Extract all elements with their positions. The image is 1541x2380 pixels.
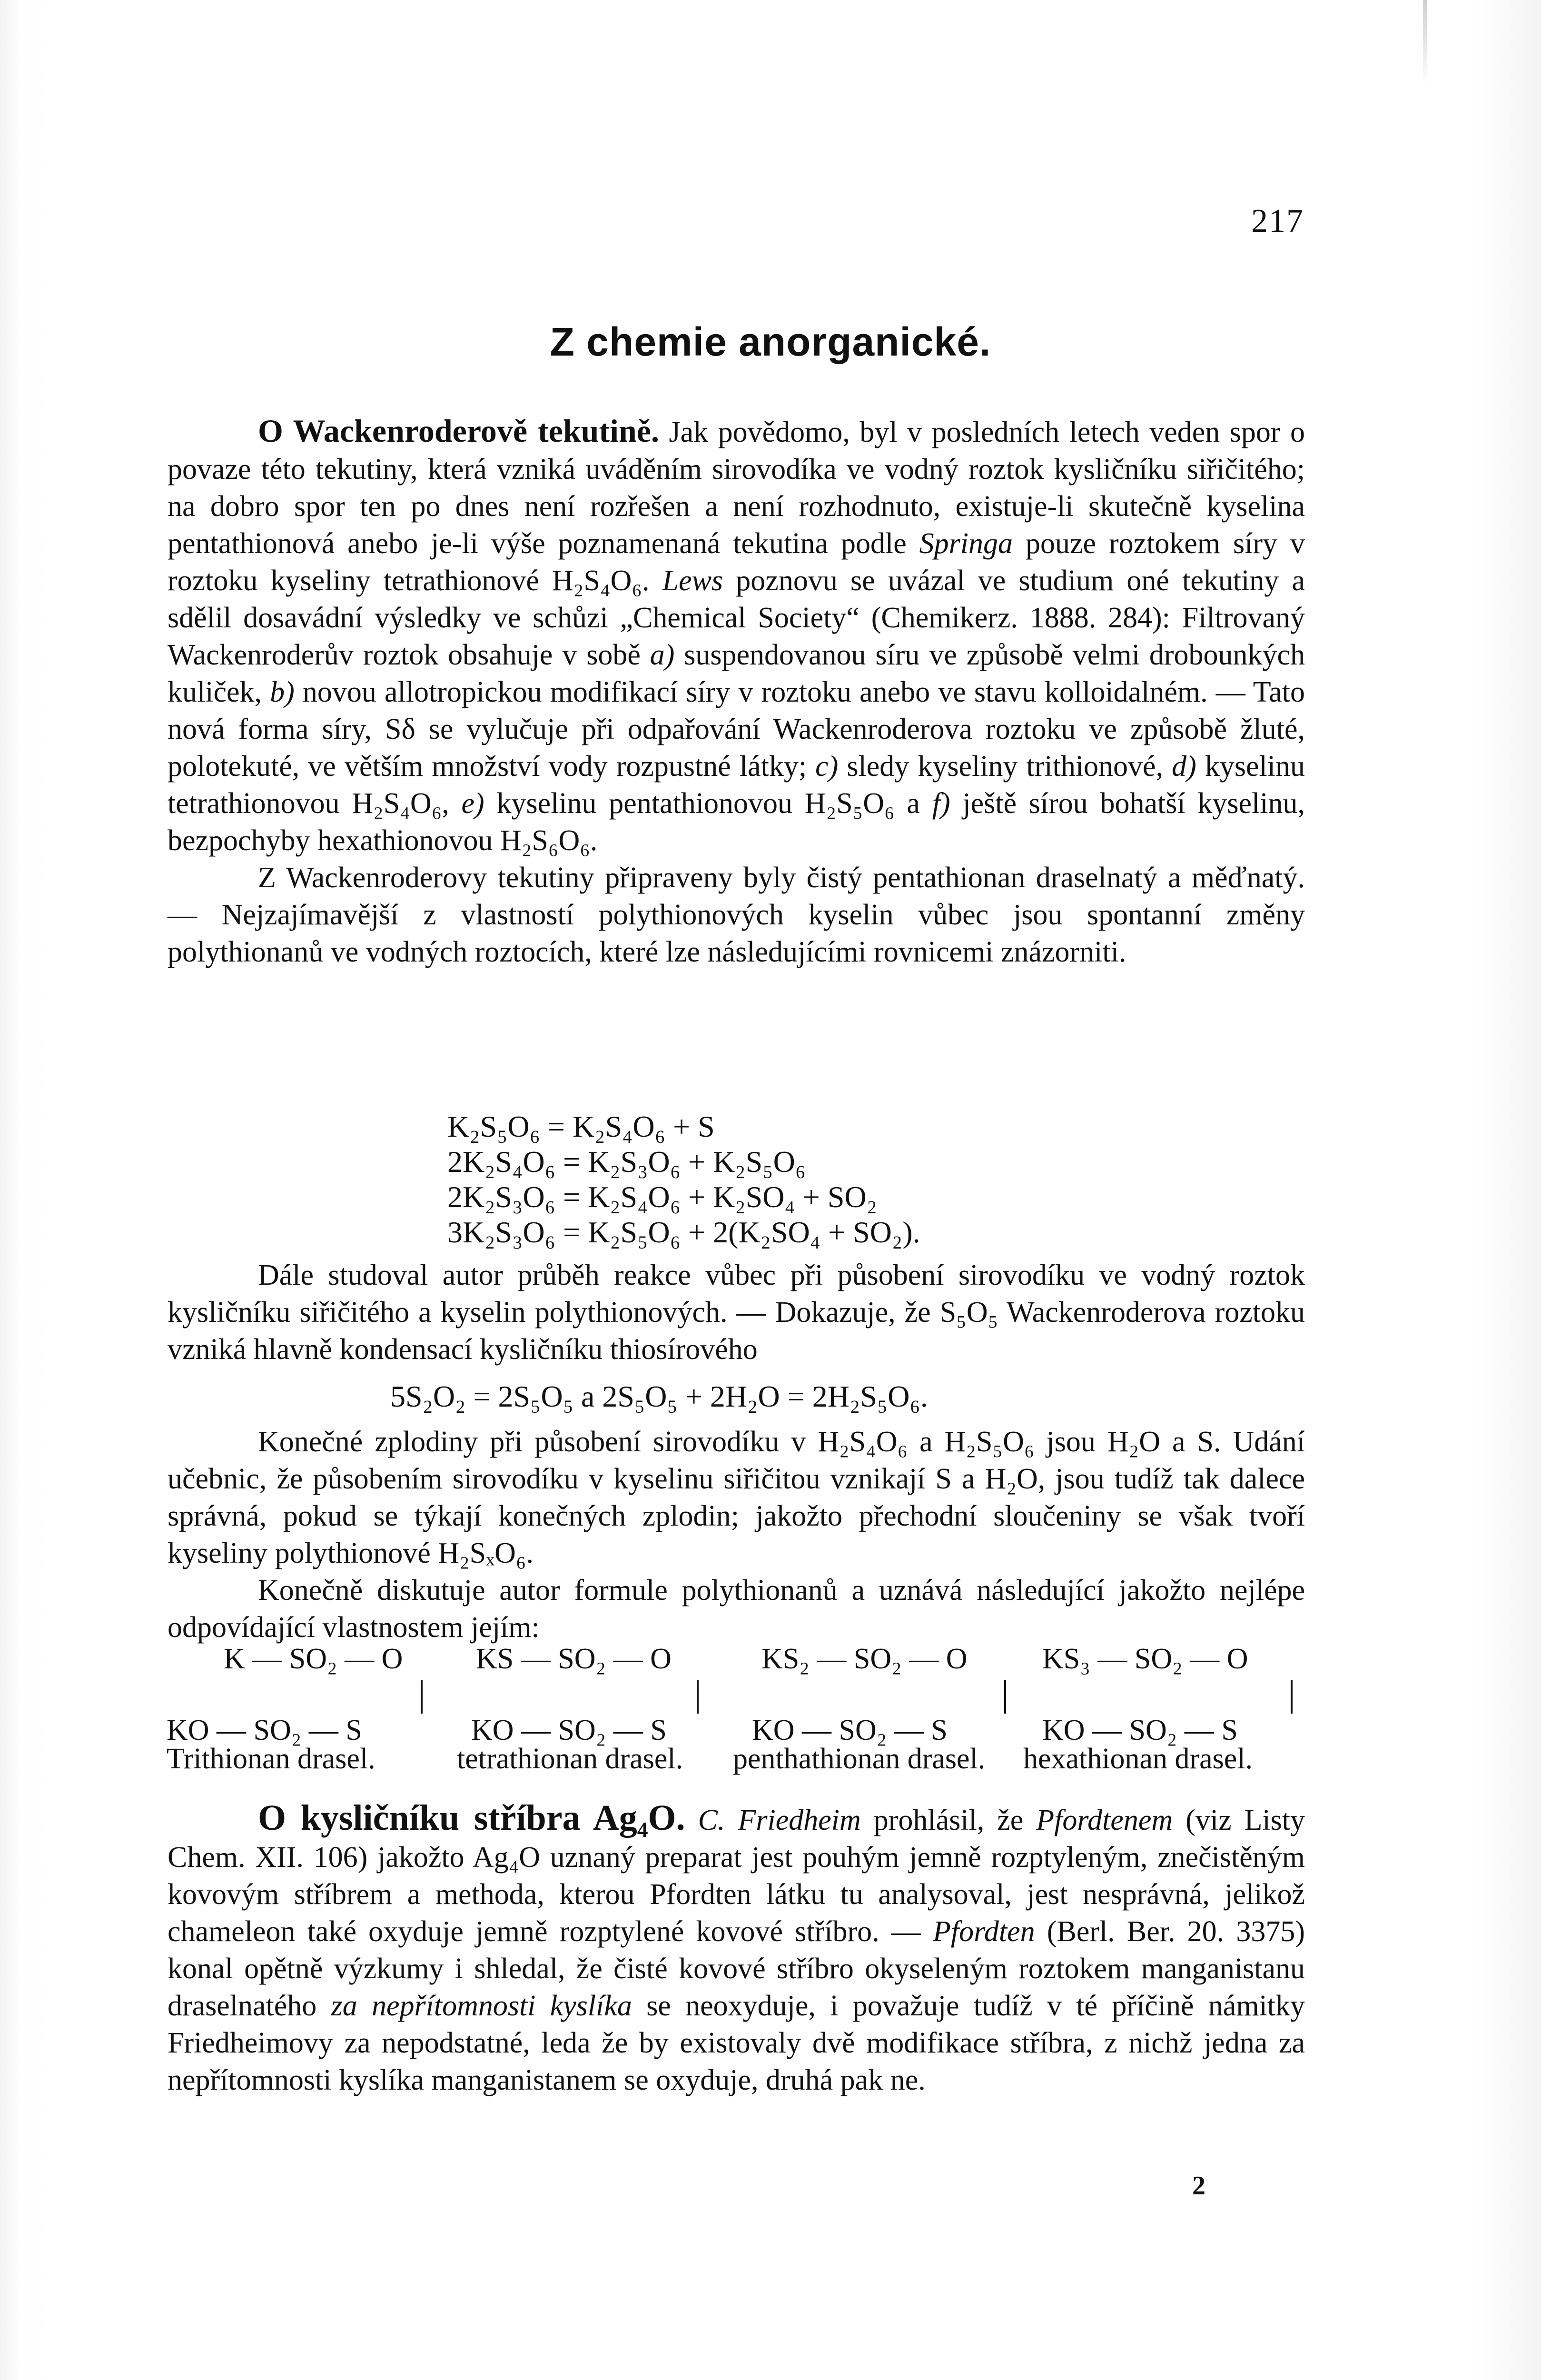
article1-paragraph2: Z Wackenroderovy tekutiny připraveny byly čistý pentathionan draselnatý a měďnatý. — Nejzajímavější z vlastností polythionových kyselin vůbec jsou spontanní změny polythionanů ve vodných roztocích, které lze následujícími rovnicemi znázorniti. (168, 862, 1305, 968)
structure-top: K — SO₂ — O (224, 1643, 403, 1675)
article2-text1: prohlásil, že (860, 1804, 1037, 1836)
article1-body-final (168, 1423, 1305, 1646)
item-c-text: sledy kyseliny trithionové, (838, 750, 1172, 783)
structure-top: KS — SO₂ — O (476, 1643, 672, 1675)
author-friedheim: C. Friedheim (698, 1804, 861, 1836)
structure-hexathionan (1023, 1642, 1318, 1785)
article1-intro: Jak povědomo, byl v posledních letech veden spor o povaze této tekutiny, která vzniká uváděním sirovodíka ve vodný roztok kysličníku siřičitého; na dobro spor ten po dnes není rozřešen a není rozhodnuto, existuje-li skutečně kyselina pentathionová anebo je-li výše poznamenaná tekutina podle (168, 416, 1305, 560)
equation-1: K₂S₅O₆ = K₂S₄O₆ + S (447, 1110, 715, 1143)
structure-top: KS₂ — SO₂ — O (761, 1643, 968, 1675)
item-b-text: novou allotropickou modifikací síry v roztoku anebo ve stavu kolloidalném. — Tato nová forma síry, Sδ se vylučuje při odpařování Wackenroderova roztoku ve způsobě žluté, polotekuté, ve větším množství vody rozpustné látky; (168, 676, 1305, 783)
author-pfordten: Pfordten (932, 1915, 1035, 1948)
item-a-text: suspendovanou síru ve způsobě velmi drobounkých kuliček, (168, 639, 1305, 708)
scan-edge-shadow (1423, 0, 1427, 86)
article1-body (168, 412, 1305, 971)
article1-heading: O Wackenroderově tekutině. (258, 413, 659, 449)
article1-paragraph1 (168, 412, 1305, 859)
structure-bottom: KO — SO₂ — S (167, 1714, 362, 1746)
article2-paragraph (168, 1799, 1305, 2099)
item-f-label: f) (932, 787, 950, 820)
equation-4: 3K₂S₃O₆ = K₂S₅O₆ + 2(K₂SO₄ + SO₂). (447, 1215, 920, 1249)
structure-label: hexathionan drasel. (1023, 1743, 1253, 1775)
article2-text4: se neoxyduje, i považuje tudíž v té příčině námitky Friedheimovy za nepodstatné, leda že by existovaly dvě modifikace stříbra, z nichž jedna za nepřítomnosti kyslíka manganistanem se oxyduje, druhá pak ne. (168, 1990, 1305, 2096)
structure-label: penthathionan drasel. (733, 1743, 986, 1775)
article2-emphasis: za nepřítomnosti kyslíka (331, 1990, 632, 2022)
structure-bottom: KO — SO₂ — S (471, 1714, 667, 1746)
item-d-text: kyselinu tetrathionovou H₂S₄O₆, (168, 750, 1305, 820)
item-e-label: e) (461, 787, 484, 820)
structure-trithionan (167, 1642, 452, 1785)
structure-bottom: KO — SO₂ — S (752, 1714, 948, 1746)
item-c-label: c) (815, 750, 839, 783)
article1-paragraph5: Konečně diskutuje autor formule polythionanů a uznává následující jakožto nejlépe odpovídající vlastnostem jejím: (168, 1574, 1305, 1644)
structural-formulas (167, 1642, 1309, 1785)
article1-paragraph3: Dále studoval autor průběh reakce vůbec při působení sirovodíku ve vodný roztok kysličníku siřičitého a kyselin polythionových. — Dokazuje, že S₅O₅ Wackenroderova roztoku vzniká hlavně kondensací kysličníku thiosírového (168, 1259, 1305, 1366)
article2-body (168, 1799, 1305, 2099)
article2-text2: (viz Listy Chem. XII. 106) jakožto Ag₄O uznaný preparat jest pouhým jemně rozptyleným, znečistěným kovovým stříbrem a methoda, kterou Pfordten látku tu analysoval, jest nesprávná, jelikož chameleon také oxyduje jemně rozptylené kovové stříbro. — (168, 1804, 1305, 1948)
equation-5: 5S₂O₂ = 2S₅O₅ a 2S₅O₅ + 2H₂O = 2H₂S₅O₆. (390, 1379, 928, 1413)
author-springa: Springa (919, 527, 1013, 560)
item-a-label: a) (650, 639, 675, 671)
structure-tetrathionan (457, 1642, 757, 1785)
page-number: 217 (1251, 203, 1304, 239)
item-d-label: d) (1172, 750, 1196, 783)
structure-label: Trithionan drasel. (167, 1743, 375, 1775)
bond-line (1004, 1680, 1006, 1714)
author-pfordtenem: Pfordtenem (1036, 1804, 1173, 1836)
article2-heading: O kysličníku stříbra Ag₄O. (258, 1798, 685, 1838)
item-e-text: kyselinu pentathionovou H₂S₅O₆ a (484, 787, 932, 820)
structure-bottom: KO — SO₂ — S (1042, 1714, 1238, 1746)
bond-line (421, 1680, 423, 1714)
article1-mid-text: poznovu se uvázal ve studium oné tekutiny a sdělil dosavádní výsledky ve schůzi „Chemical Society“ (Chemikerz. 1888. 284): Filtrovaný Wackenroderův roztok obsahuje v sobě (168, 565, 1305, 671)
structure-pentathionan (733, 1642, 1037, 1785)
equation-3: 2K₂S₃O₆ = K₂S₄O₆ + K₂SO₄ + SO₂ (447, 1180, 877, 1214)
bond-line (697, 1680, 699, 1714)
structure-top: KS₃ — SO₂ — O (1042, 1643, 1248, 1675)
structure-label: tetrathionan drasel. (457, 1743, 683, 1775)
section-title: Z chemie anorganické. (550, 319, 991, 364)
equations-block (447, 1109, 1209, 1250)
author-lews: Lews (662, 565, 723, 597)
signature-mark: 2 (1192, 2171, 1205, 2201)
article1-body-continued (168, 1257, 1305, 1368)
item-b-label: b) (270, 676, 295, 708)
item-f-text: ještě sírou bohatší kyselinu, bezpochyby hexathionovou H₂S₆O₆. (168, 787, 1305, 857)
equation-2: 2K₂S₄O₆ = K₂S₃O₆ + K₂S₅O₆ (447, 1145, 806, 1179)
article2-text3: (Berl. Ber. 20. 3375) konal opětně výzkumy i shledal, že čisté kovové stříbro okyseleným roztokem manganistanu draselnatého (168, 1915, 1305, 2022)
article1-paragraph4: Konečné zplodiny při působení sirovodíku v H₂S₄O₆ a H₂S₅O₆ jsou H₂O a S. Udání učebnic, že působením sirovodíku v kyselinu siřičitou vznikají S a H₂O, jsou tudíž tak dalece správná, pokud se týkají konečných zplodin; jakožto přechodní sloučeniny se však tvoří kyseliny polythionové H₂SₓO₆. (168, 1426, 1305, 1569)
bond-line (1291, 1680, 1293, 1714)
article1-pre-formula: pouze roztokem síry v roztoku kyseliny tetrathionové H₂S₄O₆. (168, 527, 1305, 597)
